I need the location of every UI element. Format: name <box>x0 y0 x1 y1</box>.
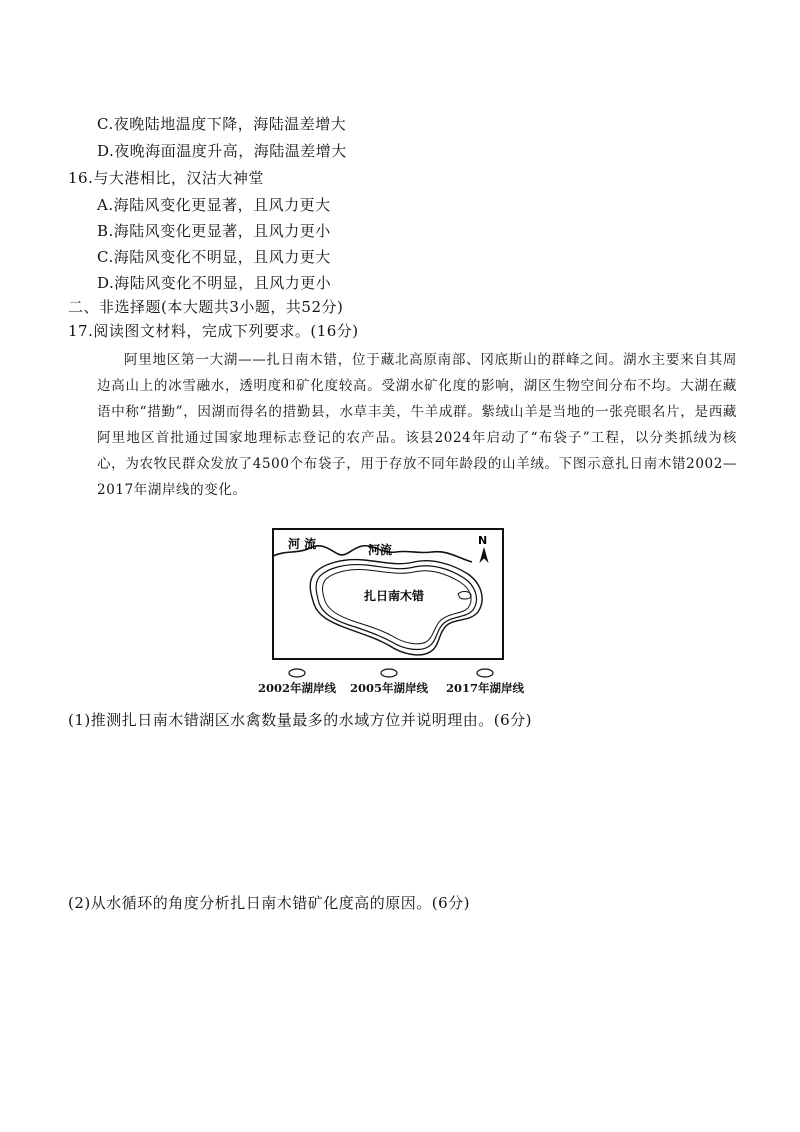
legend-symbol-2017 <box>475 668 495 678</box>
lake-shoreline-map <box>272 528 504 660</box>
option-15c: C.夜晚陆地温度下降，海陆温差增大 <box>97 115 347 133</box>
question-16-stem: 16.与大港相比，汉沽大神堂 <box>68 169 264 187</box>
legend-label-2017: 2017年湖岸线 <box>445 681 524 695</box>
legend-symbol-2002 <box>287 668 307 678</box>
option-16b: B.海陆风变化更显著，且风力更小 <box>97 222 331 240</box>
option-16a: A.海陆风变化更显著，且风力更大 <box>97 196 331 214</box>
option-15d: D.夜晚海面温度升高，海陆温差增大 <box>97 142 347 160</box>
sub-question-1: (1)推测扎日南木错湖区水禽数量最多的水域方位并说明理由。(6分) <box>68 711 532 729</box>
lake-label: 扎日南木错 <box>364 589 425 603</box>
option-16c: C.海陆风变化不明显，且风力更大 <box>97 248 331 266</box>
sub-question-2: (2)从水循环的角度分析扎日南木错矿化度高的原因。(6分) <box>68 894 470 912</box>
legend-symbol-2005 <box>379 668 399 678</box>
legend-item-2002 <box>256 668 338 696</box>
legend-label-2002: 2002年湖岸线 <box>257 681 336 695</box>
river-label-2: 河流 <box>368 543 393 557</box>
section-heading: 二、非选择题(本大题共3小题，共52分) <box>68 298 344 316</box>
river-label-1: 河 流 <box>288 537 317 551</box>
legend-label-2005: 2005年湖岸线 <box>349 681 428 695</box>
legend-item-2005 <box>348 668 430 696</box>
legend-item-2017 <box>444 668 526 696</box>
material-paragraph <box>97 347 737 503</box>
material-text: 阿里地区第一大湖——扎日南木错，位于藏北高原南部、冈底斯山的群峰之间。湖水主要来自其周边高山上的冰雪融水，透明度和矿化度较高。受湖水矿化度的影响，湖区生物空间分布不均。大湖在藏语中称“措勤”，因湖而得名的措勤县，水草丰美，牛羊成群。紫绒山羊是当地的一张亮眼名片，是西藏阿里地区首批通过国家地理标志登记的农产品。该县2024年启动了“布袋子”工程，以分类抓绒为核心，为农牧民群众发放了4500个布袋子，用于存放不同年龄段的山羊绒。下图示意扎日南木错2002—2017年湖岸线的变化。 <box>97 352 737 498</box>
north-label: N <box>478 534 488 547</box>
option-16d: D.海陆风变化不明显，且风力更小 <box>97 274 332 292</box>
map-figure <box>272 528 504 660</box>
question-17-stem: 17.阅读图文材料，完成下列要求。(16分) <box>68 322 359 340</box>
